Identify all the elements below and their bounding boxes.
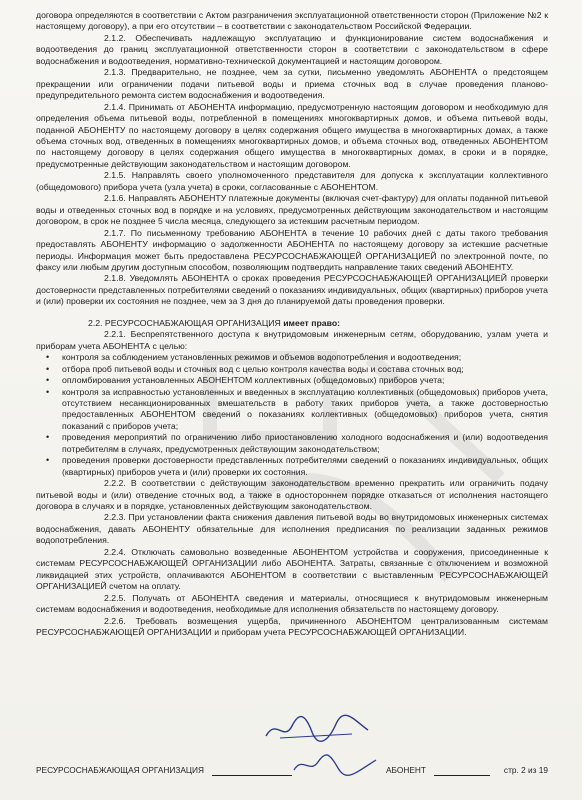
signature-icon <box>262 712 372 746</box>
bullet-icon: • <box>46 375 50 386</box>
clause-number: 2.2.3. <box>104 512 126 523</box>
page-number: стр. 2 из 19 <box>503 765 548 775</box>
list-item: • контроля за соблюдением установленных режимов и объемов водопотребления и водоотведения; <box>46 352 462 363</box>
clause-number: 2.2.6. <box>104 615 126 626</box>
bullet-icon: • <box>46 352 50 363</box>
clause-number: 2.1.3. <box>104 67 126 78</box>
paragraph-2-1-5: 2.1.5. Направлять своего уполномоченного представителя для допуска к эксплуатации коллективного (общедомового) прибора учета (узла учета) в сроки, согласованные с АБОНЕНТОМ. <box>36 170 548 192</box>
paragraph-2-1-4: 2.1.4. Принимать от АБОНЕНТА информацию, предусмотренную настоящим договором и необходимую для определения объема питьевой воды, потребленной в помещениях многоквартирных домов, и объема питьевой воды, поданной АБОНЕНТУ по настоящему договору в целях содержания общего имущества в многоквартирных домах, а также объема сточных вод, отведенных в помещениях многоквартирных домов, и объема сточных вод, отведенных АБОНЕНТОМ по настоящему договору в целях содержания общего имущества в многоквартирных домах, в сроки и в порядке, предусмотренные действующим законодательством и настоящим договором. <box>36 101 548 169</box>
list-item: • контроля за исправностью установленных и введенных в эксплуатацию коллективных (общедомовых) приборов учета, отсутствием несанкционированных вмешательств в работу таких приборов учета, а также достоверностью предоставленных АБОНЕНТОМ сведений о показаниях коллективных (общедомовых) приборов учета, снятия показаний с приборов учета; <box>46 386 548 431</box>
clause-number: 2.2.2. <box>104 478 126 489</box>
paragraph-2-2-2: 2.2.2. В соответствии с действующим законодательством временно прекратить или ограничить подачу питьевой воды и (или) отведение сточных вод, а также в одностороннем порядке отказаться от исполнения настоящего договора в случаях и в порядке, установленных действующим законодательством. <box>36 478 548 512</box>
section-number: 2.2. <box>88 317 103 328</box>
list-item: • проведения проверки достоверности представленных потребителями сведений о показаниях индивидуальных, общих (квартирных) приборов учета и (или) проверки их состояния. <box>46 455 548 477</box>
clause-number: 2.1.7. <box>104 227 126 238</box>
section-bold: имеет право: <box>283 317 341 328</box>
paragraph-2-1-2: 2.1.2. Обеспечивать надлежащую эксплуатацию и функционирование систем водоснабжения и водоотведения до границ эксплуатационной ответственности сторон в соответствии с законодательством в сфере водоснабжения и водоотведения, нормативно-технической документацией и настоящим договором. <box>36 32 548 66</box>
clause-number: 2.2.5. <box>104 592 126 603</box>
section-heading-2-2 <box>36 318 548 329</box>
clause-number: 2.1.8. <box>104 273 126 284</box>
abonent-signature-line <box>434 765 490 776</box>
bullet-icon: • <box>46 363 50 374</box>
paragraph-2-2-6: 2.2.6. Требовать возмещения ущерба, причиненного АБОНЕНТОМ централизованным системам РЕСУРСОСНАБЖАЮЩЕЙ ОРГАНИЗАЦИИ и приборам учета РЕСУРСОСНАБЖАЮЩЕЙ ОРГАНИЗАЦИИ. <box>36 615 548 638</box>
list-item: • проведения мероприятий по ограничению либо приостановлению холодного водоснабжения и (или) водоотведения потребителям в случаях, предусмотренных действующим законодательством; <box>46 432 548 454</box>
clause-number: 2.2.1. <box>104 329 126 340</box>
bullet-icon: • <box>46 455 50 466</box>
paragraph-2-2-1: 2.2.1. Беспрепятственного доступа к внутридомовым инженерным сетям, оборудованию, узлам учета и приборам учета АБОНЕНТА с целью: <box>36 329 549 351</box>
document-body <box>36 10 548 638</box>
list-item: • отбора проб питьевой воды и сточных вод с целью контроля качества воды и состава сточных вод; <box>46 363 464 374</box>
list-item: • опломбирования установленных АБОНЕНТОМ коллективных (общедомовых) приборов учета; <box>46 375 445 386</box>
bullet-icon: • <box>46 432 50 443</box>
clause-number: 2.1.4. <box>104 101 126 112</box>
paragraph-2-2-5: 2.2.5. Получать от АБОНЕНТА сведения и материалы, относящиеся к внутридомовым инженерным системам водоснабжения и водоотведения, необходимые для исполнения обязательств по настоящему договору. <box>36 592 548 615</box>
clause-number: 2.1.2. <box>104 32 126 43</box>
paragraph-2-1-8: 2.1.8. Уведомлять АБОНЕНТА о сроках проведения РЕСУРСОСНАБЖАЮЩЕЙ ОРГАНИЗАЦИЕЙ проверки достоверности представленных потребителями сведений о показаниях индивидуальных, общих (квартирных) приборов учета и (или) проверки их состояния не позднее, чем за 3 дня до планируемой даты проведения проверки. <box>36 273 548 307</box>
clause-number: 2.1.5. <box>104 170 126 181</box>
footer-org-label: РЕСУРСОСНАБЖАЮЩАЯ ОРГАНИЗАЦИЯ <box>36 765 204 775</box>
bullet-list <box>36 352 548 478</box>
bullet-icon: • <box>46 386 50 397</box>
paragraph-2-1-3: 2.1.3. Предварительно, не позднее, чем за сутки, письменно уведомлять АБОНЕНТА о предстоящем прекращении или ограничении подачи питьевой воды и приема сточных вод в случае проведения планово-предупредительного ремонта систем водоснабжения и водоотведения. <box>36 67 549 101</box>
clause-number: 2.1.6. <box>104 193 126 204</box>
paragraph-2-2-3: 2.2.3. При установлении факта снижения давления питьевой воды во внутридомовых инженерных системах водоснабжения, давать АБОНЕНТУ обязательные для исполнения предписания по реализации заданных режимов водопотребления. <box>36 512 548 546</box>
footer-abonent-label: АБОНЕНТ <box>385 765 426 775</box>
clause-number: 2.2.4. <box>104 546 126 557</box>
paragraph-2-1-1-tail: договора определяются в соответствии с Актом разграничения эксплуатационной ответственности сторон (Приложение №2 к настоящему договору), а при его отсутствии – в соответствии с законодательством Российской Федерации. <box>36 10 548 32</box>
paragraph-2-1-6: 2.1.6. Направлять АБОНЕНТУ платежные документы (включая счет-фактуру) для оплаты поданной питьевой воды и отведенных сточных вод в порядке и на условиях, предусмотренных действующим законодательством и настоящим договором, в срок не позднее 5 числа месяца, следующего за истекшим расчетным периодом. <box>36 193 549 227</box>
page-footer <box>36 765 548 776</box>
section-lead: РЕСУРСОСНАБЖАЮЩАЯ ОРГАНИЗАЦИЯ <box>104 317 281 328</box>
paragraph-2-1-7: 2.1.7. По письменному требованию АБОНЕНТА в течение 10 рабочих дней с даты такого требования предоставлять АБОНЕНТУ информацию о задолженности АБОНЕНТА по настоящему договору за истекшие расчетные периоды. Информация может быть предоставлена РЕСУРСОСНАБЖАЮЩЕЙ ОРГАНИЗАЦИЕЙ по электронной почте, по факсу или любым другим доступным способом, позволяющим подтвердить направление таких сведений АБОНЕНТУ. <box>36 227 549 272</box>
paragraph-2-2-4: 2.2.4. Отключать самовольно возведенные АБОНЕНТОМ устройства и сооружения, присоединенные к системам РЕСУРСОСНАБЖАЮЩЕЙ ОРГАНИЗАЦИИ либо АБОНЕНТА. Затраты, связанные с отключением и возможной ликвидацией этих устройств, оплачиваются АБОНЕНТОМ в соответствии с выставленным РЕСУРСОСНАБЖАЮЩЕЙ ОРГАНИЗАЦИЕЙ счетом на оплату. <box>36 546 548 592</box>
org-signature-line <box>212 765 292 776</box>
